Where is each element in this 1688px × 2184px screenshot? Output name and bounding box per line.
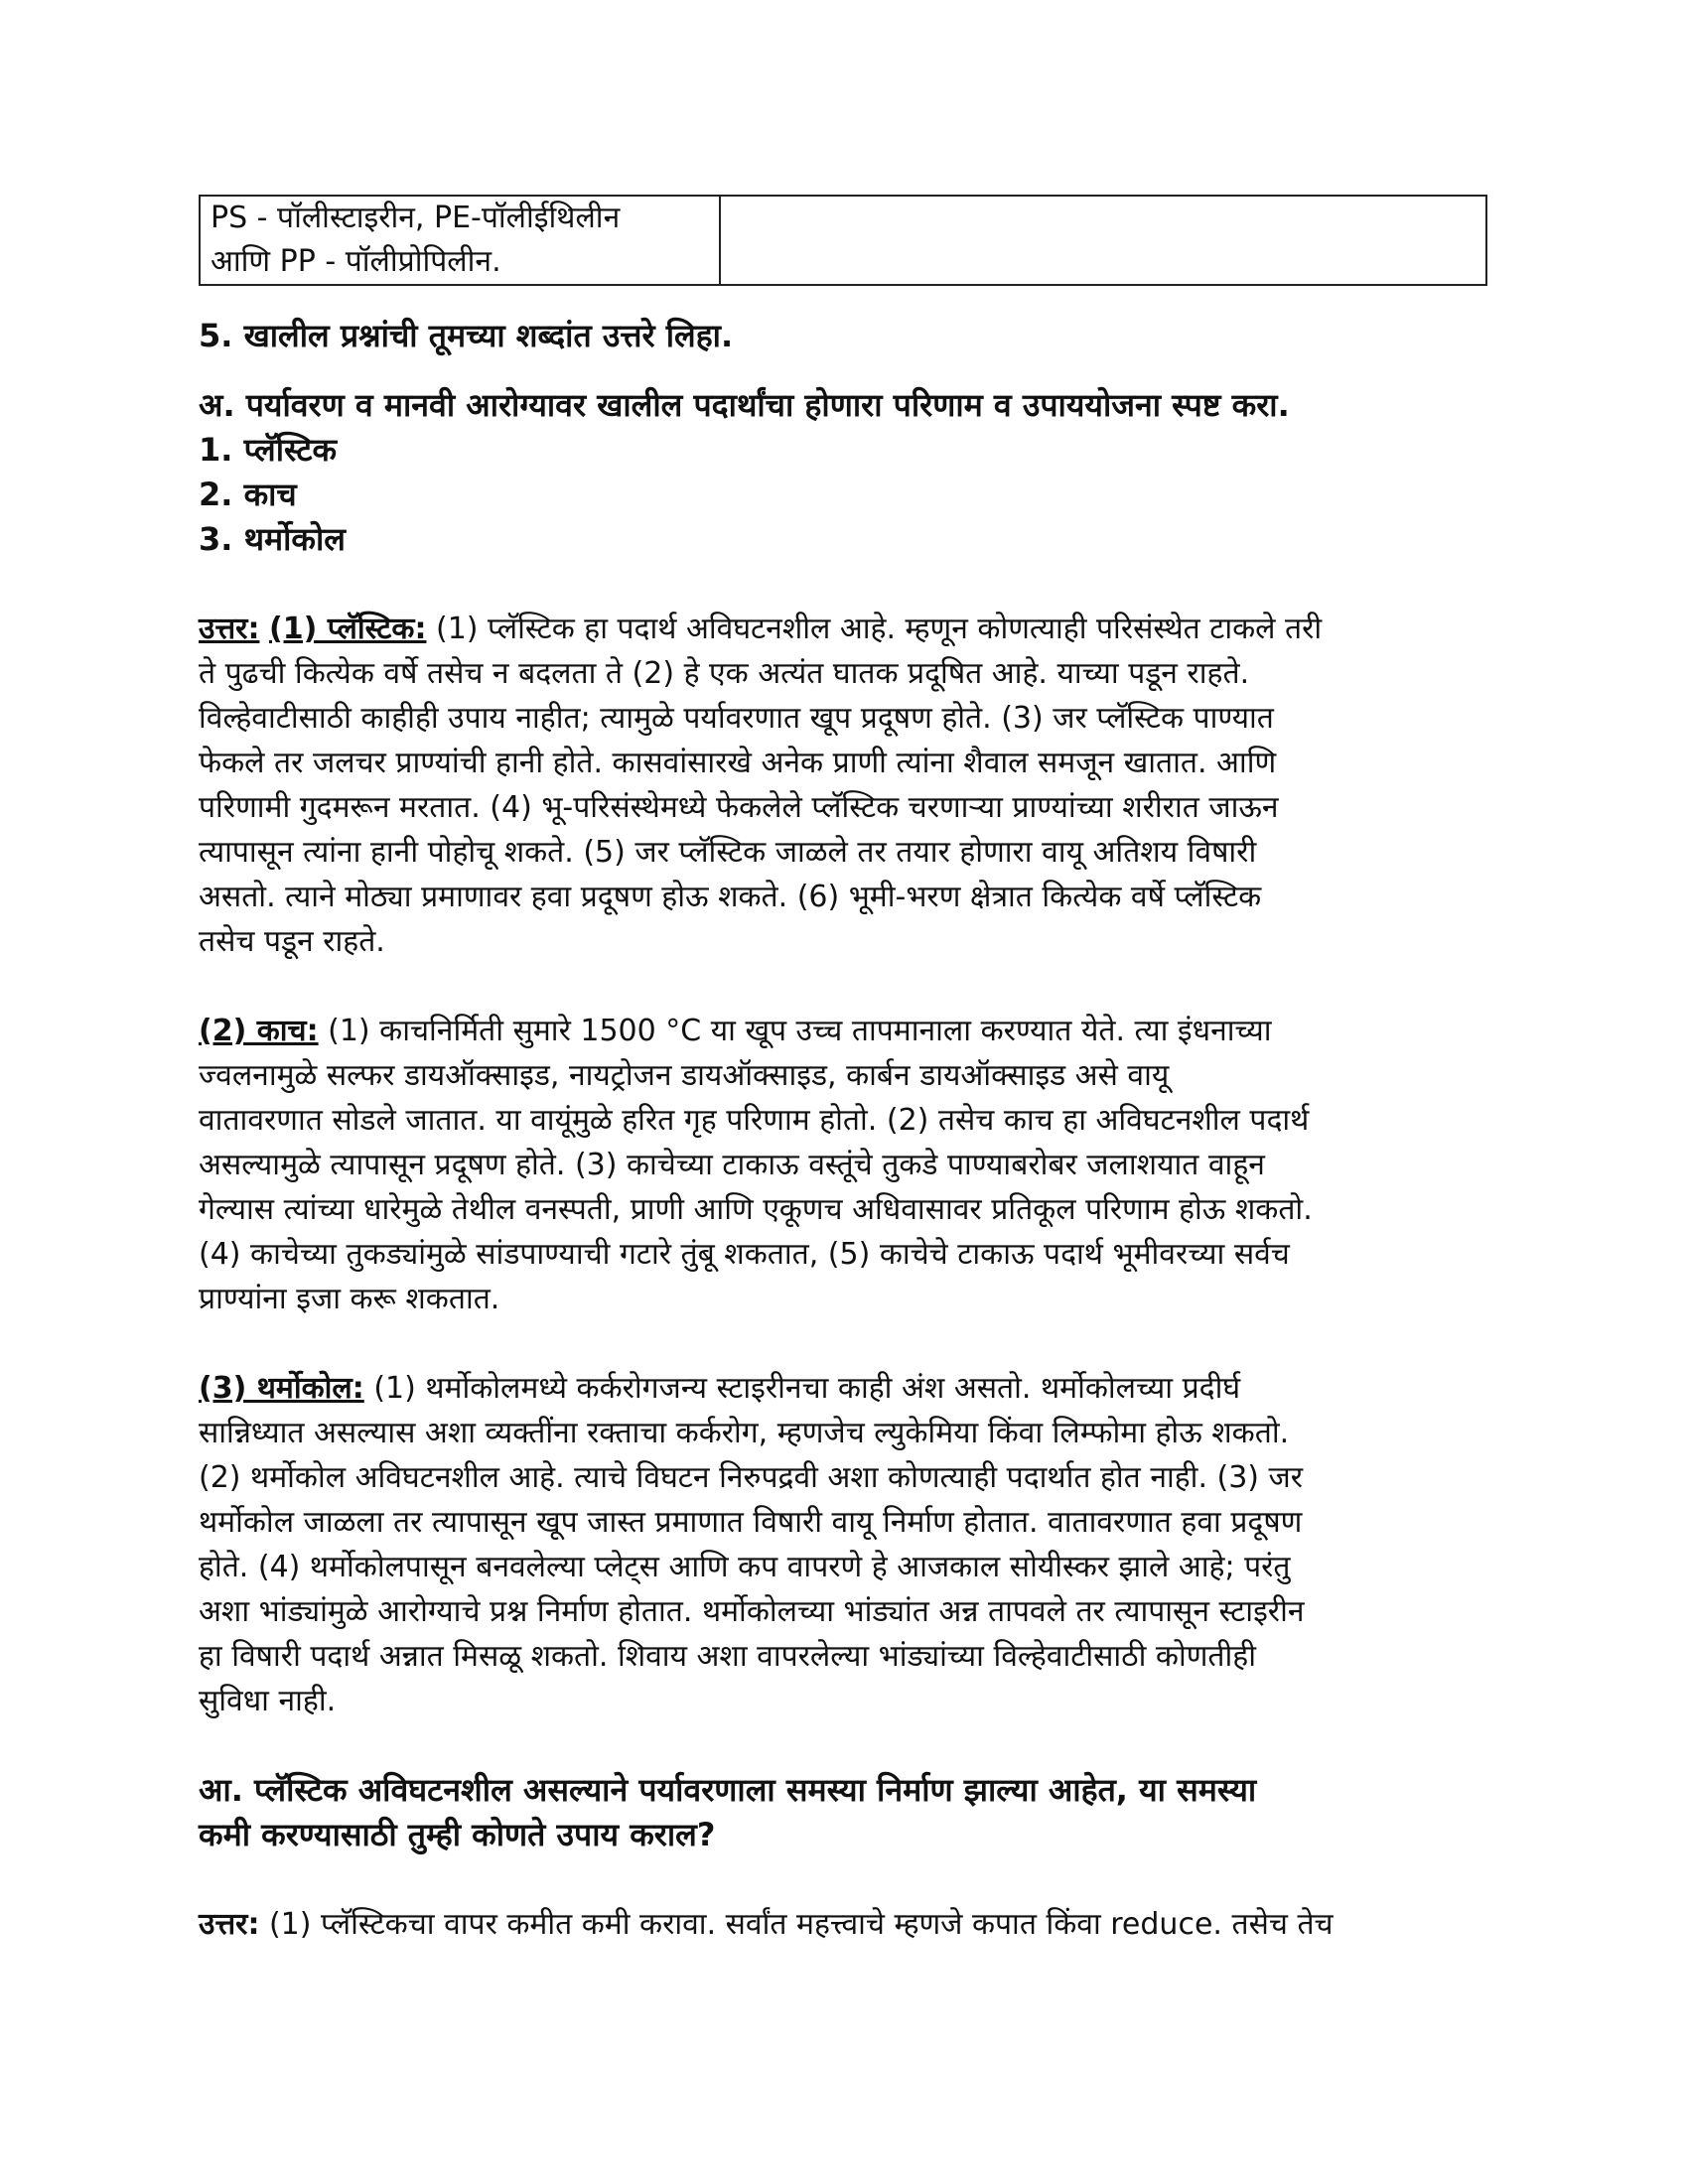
answer-line: ते पुढची कित्येक वर्षे तसेच न बदलता ते (2) हे एक अत्यंत घातक प्रदूषित आहे. याच्या पडून राहते. xyxy=(199,656,1250,691)
answer-glass xyxy=(199,1009,1489,1321)
answer-thermocol xyxy=(199,1366,1489,1723)
table-cell-line: आणि PP - पॉलीप्रोपिलीन. xyxy=(211,244,501,279)
question-b-line: आ. प्लॅस्टिक अविघटनशील असल्याने पर्यावरणाला समस्या निर्माण झाल्या आहेत, या समस्या xyxy=(199,1771,1257,1809)
answer-line: ज्वलनामुळे सल्फर डायऑक्साइड, नायट्रोजन डायऑक्साइड, कार्बन डायऑक्साइड असे वायू xyxy=(199,1058,1170,1093)
answer-plastic xyxy=(199,607,1489,964)
answer-label: उत्तर: xyxy=(199,1907,260,1942)
answer-line: हा विषारी पदार्थ अन्नात मिसळू शकतो. शिवाय अशा वापरलेल्या भांड्यांच्या विल्हेवाटीसाठी कोणतीही xyxy=(199,1639,1256,1674)
answer-line: असतो. त्याने मोठ्या प्रमाणावर हवा प्रदूषण होऊ शकते. (6) भूमी-भरण क्षेत्रात कित्येक वर्षे प्लॅस्टिक xyxy=(199,880,1262,914)
question-b-line: कमी करण्यासाठी तुम्ही कोणते उपाय कराल? xyxy=(199,1816,716,1853)
answer-line: तसेच पडून राहते. xyxy=(199,924,385,959)
answer-b xyxy=(199,1902,1489,1947)
answer-line: अशा भांड्यांमुळे आरोग्याचे प्रश्न निर्माण होतात. थर्मोकोलच्या भांड्यांत अन्न तापवले तर त्यापासून स्टाइरीन xyxy=(199,1594,1305,1629)
answer-line xyxy=(199,1366,1489,1411)
answer-line: वातावरणात सोडले जातात. या वायूंमुळे हरित गृह परिणाम होतो. (2) तसेच काच हा अविघटनशील पदार्थ xyxy=(199,1103,1310,1138)
question-b-heading xyxy=(199,1768,1489,1857)
answer-title: (1) प्लॅस्टिक: xyxy=(268,612,427,646)
answer-label: उत्तर: xyxy=(199,612,260,646)
answer-line: त्यापासून त्यांना हानी पोहोचू शकते. (5) जर प्लॅस्टिक जाळले तर तयार होणारा वायू अतिशय विषारी xyxy=(199,835,1257,870)
answer-title: (3) थर्मोकोल: xyxy=(199,1371,364,1406)
answer-text: (1) प्लॅस्टिकचा वापर कमीत कमी करावा. सर्वांत महत्त्वाचे म्हणजे कपात किंवा reduce. तसेच तेच xyxy=(259,1907,1334,1942)
answer-line: प्राण्यांना इजा करू शकतात. xyxy=(199,1282,500,1316)
answer-line: परिणामी गुदमरून मरतात. (4) भू-परिसंस्थेमध्ये फेकलेले प्लॅस्टिक चरणाऱ्या प्राण्यांच्या शरीरात जाऊन xyxy=(199,790,1279,825)
question-a-item: 2. काच xyxy=(199,476,297,513)
question-a-heading: अ. पर्यावरण व मानवी आरोग्यावर खालील पदार्थांचा होणारा परिणाम व उपाययोजना स्पष्ट करा. xyxy=(199,386,1290,424)
answer-line: गेल्यास त्यांच्या धारेमुळे तेथील वनस्पती, प्राणी आणि एकूणच अधिवासावर प्रतिकूल परिणाम होऊ शकतो. xyxy=(199,1192,1313,1227)
answer-line: विल्हेवाटीसाठी काहीही उपाय नाहीत; त्यामुळे पर्यावरणात खूप प्रदूषण होते. (3) जर प्लॅस्टिक पाण्यात xyxy=(199,701,1274,736)
document-page xyxy=(199,195,1489,1947)
answer-line xyxy=(199,1009,1489,1053)
question-5-heading: 5. खालील प्रश्नांची तूमच्या शब्दांत उत्तरे लिहा. xyxy=(199,317,734,354)
table-row xyxy=(200,196,1486,285)
table-cell-empty xyxy=(720,196,1486,285)
answer-text: (1) काचनिर्मिती सुमारे 1500 °C या खूप उच्च तापमानाला करण्यात येते. त्या इंधनाच्या xyxy=(318,1014,1272,1048)
answer-line: सुविधा नाही. xyxy=(199,1684,337,1718)
answer-line: असल्यामुळे त्यापासून प्रदूषण होते. (3) काचेच्या टाकाऊ वस्तूंचे तुकडे पाण्याबरोबर जलाशयात वाहून xyxy=(199,1148,1265,1182)
question-a-item: 3. थर्मोकोल xyxy=(199,520,346,558)
question-a-item: 1. प्लॅस्टिक xyxy=(199,431,338,469)
polymer-table xyxy=(199,195,1487,286)
table-cell xyxy=(200,196,720,285)
answer-text: (1) प्लॅस्टिक हा पदार्थ अविघटनशील आहे. म्हणून कोणत्याही परिसंस्थेत टाकले तरी xyxy=(426,612,1323,646)
answer-line: थर्मोकोल जाळला तर त्यापासून खूप जास्त प्रमाणात विषारी वायू निर्माण होतात. वातावरणात हवा प्रदूषण xyxy=(199,1505,1303,1540)
answer-line: सान्निध्यात असल्यास अशा व्यक्तींना रक्ताचा कर्करोग, म्हणजेच ल्युकेमिया किंवा लिम्फोमा होऊ शकतो. xyxy=(199,1416,1290,1450)
answer-text: (1) थर्मोकोलमध्ये कर्करोगजन्य स्टाइरीनचा काही अंश असतो. थर्मोकोलच्या प्रदीर्घ xyxy=(363,1371,1241,1406)
answer-title: (2) काच: xyxy=(199,1014,319,1048)
table-cell-line: PS - पॉलीस्टाइरीन, PE-पॉलीईथिलीन xyxy=(211,201,621,235)
answer-line: (4) काचेच्या तुकड्यांमुळे सांडपाण्याची गटारे तुंबू शकतात, (5) काचेचे टाकाऊ पदार्थ भूमीवरच्या सर्वच xyxy=(199,1237,1290,1272)
answer-line xyxy=(199,607,1489,651)
answer-line: होते. (4) थर्मोकोलपासून बनवलेल्या प्लेट्स आणि कप वापरणे हे आजकाल सोयीस्कर झाले आहे; परंतु xyxy=(199,1550,1291,1584)
answer-line xyxy=(199,1902,1489,1947)
answer-line: फेकले तर जलचर प्राण्यांची हानी होते. कासवांसारखे अनेक प्राणी त्यांना शैवाल समजून खातात. आणि xyxy=(199,746,1277,780)
answer-line: (2) थर्मोकोल अविघटनशील आहे. त्याचे विघटन निरुपद्रवी अशा कोणत्याही पदार्थात होत नाही. (3) जर xyxy=(199,1460,1304,1495)
